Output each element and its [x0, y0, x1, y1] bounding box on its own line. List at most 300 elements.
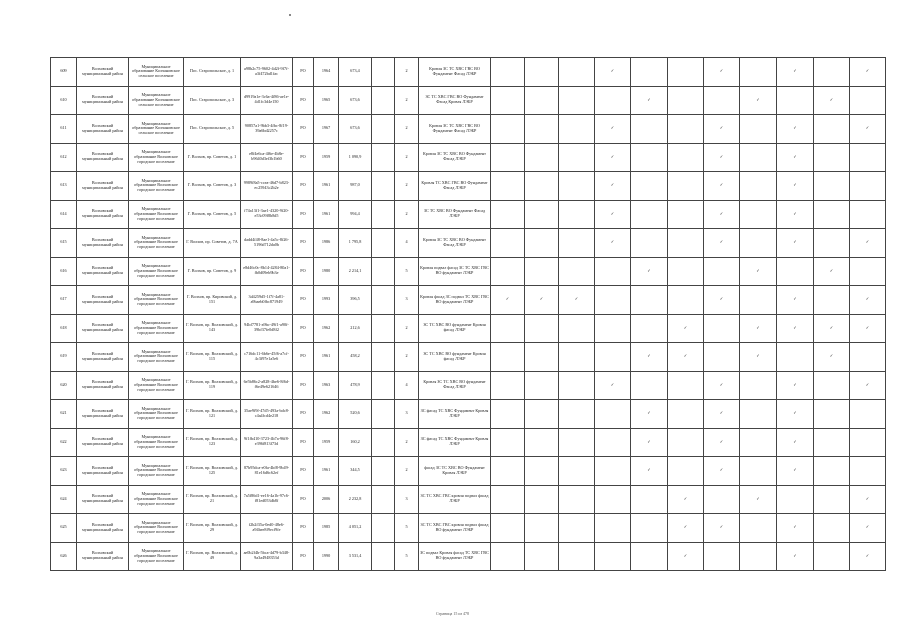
- check-mark-icon: ✓: [719, 68, 724, 74]
- check-mark-icon: ✓: [647, 438, 651, 444]
- work-check-cell: [814, 257, 850, 286]
- row-number: 625: [51, 514, 77, 543]
- work-check-cell: [777, 314, 814, 343]
- build-year-cell: 1965: [314, 86, 339, 115]
- work-check-cell: [704, 457, 740, 486]
- owner-cell: Муниципальное образование Волховское городское поселение: [129, 514, 184, 543]
- page-footer: Страница 15 из 478: [435, 611, 470, 616]
- work-check-cell: [740, 542, 777, 571]
- check-mark-icon: ✓: [610, 153, 615, 159]
- check-mark-icon: ✓: [574, 296, 579, 302]
- check-mark-icon: ✓: [865, 524, 870, 530]
- work-check-cell: [631, 514, 668, 543]
- address-cell: Г. Волхов, пр. Советов, д. 9: [184, 257, 241, 286]
- row-number: 623: [51, 457, 77, 486]
- ownership-type-cell: РО: [293, 485, 314, 514]
- owner-cell: Муниципальное образование Волховское городское поселение: [129, 457, 184, 486]
- work-check-cell: [559, 115, 595, 144]
- work-check-cell: [525, 143, 559, 172]
- build-year-cell: 1962: [314, 314, 339, 343]
- area-cell: 673,4: [339, 58, 372, 87]
- work-check-cell: [704, 115, 740, 144]
- check-mark-icon: ✓: [756, 353, 760, 359]
- owner-cell: Муниципальное образование Волховское городское поселение: [129, 172, 184, 201]
- check-mark-icon: ✓: [610, 210, 615, 216]
- work-check-cell: [668, 143, 704, 172]
- owner-cell: Муниципальное образование Волховское городское поселение: [129, 257, 184, 286]
- work-check-cell: [777, 428, 814, 457]
- work-check-cell: [777, 115, 814, 144]
- ownership-type-cell: РО: [293, 314, 314, 343]
- address-cell: Г. Волхов, пр. Волховский, д. 119: [184, 371, 241, 400]
- work-check-cell: [491, 400, 525, 429]
- work-check-cell: [559, 286, 595, 315]
- work-check-cell: [668, 485, 704, 514]
- row-number: 609: [51, 58, 77, 87]
- work-check-cell: [595, 143, 631, 172]
- work-check-cell: [525, 286, 559, 315]
- table-row: [51, 115, 886, 144]
- work-check-cell: [740, 257, 777, 286]
- check-mark-icon: ✓: [683, 495, 688, 501]
- work-check-cell: [595, 485, 631, 514]
- work-check-cell: [595, 172, 631, 201]
- work-check-cell: [704, 314, 740, 343]
- work-check-cell: [559, 200, 595, 229]
- work-check-cell: [525, 485, 559, 514]
- table-row: [51, 428, 886, 457]
- table-row: [51, 485, 886, 514]
- work-check-cell: [740, 314, 777, 343]
- work-check-cell: [595, 115, 631, 144]
- ownership-type-cell: РО: [293, 343, 314, 372]
- building-id-cell: 94bf7781-a9bc-49f1-a90f-39bf37fe0d8f2: [241, 314, 293, 343]
- district-cell: Волховский муниципальный район: [77, 286, 129, 315]
- floors-cell: 3: [395, 485, 419, 514]
- table-row: [51, 400, 886, 429]
- ownership-type-cell: РО: [293, 257, 314, 286]
- check-mark-icon: ✓: [793, 210, 797, 216]
- work-check-cell: [631, 428, 668, 457]
- row-number: 619: [51, 343, 77, 372]
- work-check-cell: [559, 143, 595, 172]
- table-row: [51, 286, 886, 315]
- owner-cell: Муниципальное образование Волховское городское поселение: [129, 485, 184, 514]
- work-check-cell: [668, 200, 704, 229]
- empty-cell: [372, 172, 395, 201]
- work-check-cell: [850, 257, 886, 286]
- work-check-cell: [491, 314, 525, 343]
- district-cell: Волховский муниципальный район: [77, 229, 129, 258]
- work-check-cell: [595, 257, 631, 286]
- floors-cell: 3: [395, 286, 419, 315]
- address-cell: Пос. Старопольское, д. 5: [184, 115, 241, 144]
- build-year-cell: 1963: [314, 371, 339, 400]
- check-mark-icon: ✓: [647, 353, 651, 359]
- work-check-cell: [491, 457, 525, 486]
- area-cell: 458,2: [339, 343, 372, 372]
- floors-cell: 4: [395, 371, 419, 400]
- row-number: 621: [51, 400, 77, 429]
- work-check-cell: [850, 400, 886, 429]
- work-check-cell: [525, 172, 559, 201]
- work-check-cell: [740, 286, 777, 315]
- ownership-type-cell: РО: [293, 286, 314, 315]
- check-mark-icon: ✓: [647, 410, 651, 416]
- work-check-cell: [850, 86, 886, 115]
- work-check-cell: [631, 58, 668, 87]
- work-check-cell: [525, 371, 559, 400]
- build-year-cell: 1961: [314, 457, 339, 486]
- work-check-cell: [525, 428, 559, 457]
- owner-cell: Муниципальное образование Волховское городское поселение: [129, 229, 184, 258]
- building-id-cell: 6e5b86c2-a828-4be6-8f6d-f6e49e621646: [241, 371, 293, 400]
- work-check-cell: [631, 143, 668, 172]
- work-check-cell: [491, 200, 525, 229]
- work-check-cell: [525, 542, 559, 571]
- check-mark-icon: ✓: [719, 296, 724, 302]
- work-check-cell: [704, 286, 740, 315]
- check-mark-icon: ✓: [829, 96, 834, 102]
- ownership-type-cell: РО: [293, 400, 314, 429]
- check-mark-icon: ✓: [539, 296, 544, 302]
- work-check-cell: [777, 514, 814, 543]
- row-number: 620: [51, 371, 77, 400]
- build-year-cell: 1962: [314, 400, 339, 429]
- address-cell: Г. Волхов, пр. Волховский, д. 115: [184, 343, 241, 372]
- area-cell: 1 090,9: [339, 143, 372, 172]
- building-id-cell: 35ae9f9f-47d5-493a-bdc8-c4a4fcd4e218: [241, 400, 293, 429]
- check-mark-icon: ✓: [865, 495, 870, 501]
- address-cell: Г. Волхов, пр. Волховский, д. 29: [184, 514, 241, 543]
- work-check-cell: [491, 58, 525, 87]
- owner-cell: Муниципальное образование Колчановское сельское поселение: [129, 58, 184, 87]
- empty-cell: [372, 514, 395, 543]
- work-check-cell: [704, 428, 740, 457]
- work-check-cell: [491, 485, 525, 514]
- address-cell: Г. Волхов, пр. Волховский, д. 49: [184, 542, 241, 571]
- work-check-cell: [704, 400, 740, 429]
- work-check-cell: [559, 371, 595, 400]
- work-check-cell: [668, 86, 704, 115]
- floors-cell: 2: [395, 457, 419, 486]
- area-cell: 1 795,8: [339, 229, 372, 258]
- check-mark-icon: ✓: [719, 524, 724, 530]
- row-number: 611: [51, 115, 77, 144]
- work-check-cell: [559, 58, 595, 87]
- check-mark-icon: ✓: [865, 68, 870, 74]
- work-check-cell: [668, 286, 704, 315]
- work-check-cell: [525, 115, 559, 144]
- check-mark-icon: ✓: [719, 467, 724, 473]
- work-check-cell: [631, 229, 668, 258]
- check-mark-icon: ✓: [719, 381, 724, 387]
- work-check-cell: [740, 229, 777, 258]
- work-check-cell: [668, 172, 704, 201]
- empty-cell: [372, 286, 395, 315]
- ownership-type-cell: РО: [293, 542, 314, 571]
- work-check-cell: [814, 286, 850, 315]
- address-cell: Г. Волхов, пр. Волховский, д. 143: [184, 314, 241, 343]
- work-check-cell: [704, 200, 740, 229]
- address-cell: Г. Волхов, пр. Волховский, д. 121: [184, 400, 241, 429]
- building-id-cell: e8d46c0c-8b14-4284-80a1-fb0d09eb9b3e: [241, 257, 293, 286]
- table-row: [51, 542, 886, 571]
- ownership-type-cell: РО: [293, 115, 314, 144]
- work-check-cell: [631, 371, 668, 400]
- floors-cell: 2: [395, 200, 419, 229]
- works-list-cell: ЗС ТС ХВС ВО фундамент Кровля фасад ЛЭБР: [419, 314, 491, 343]
- work-check-cell: [814, 457, 850, 486]
- district-cell: Волховский муниципальный район: [77, 343, 129, 372]
- work-check-cell: [559, 485, 595, 514]
- work-check-cell: [777, 86, 814, 115]
- work-check-cell: [777, 229, 814, 258]
- work-check-cell: [491, 428, 525, 457]
- work-check-cell: [777, 485, 814, 514]
- empty-cell: [372, 457, 395, 486]
- work-check-cell: [668, 514, 704, 543]
- row-number: 610: [51, 86, 77, 115]
- work-check-cell: [704, 86, 740, 115]
- building-id-cell: 90857a1-9bb3-4fbc-8f19-39a6bd2257c: [241, 115, 293, 144]
- table-row: [51, 371, 886, 400]
- works-list-cell: Кровля ЗС ТС ХВС ГВС ВО Фундамент Фасад ЛЭБР: [419, 115, 491, 144]
- row-number: 612: [51, 143, 77, 172]
- table-row: [51, 314, 886, 343]
- ownership-type-cell: РО: [293, 86, 314, 115]
- work-check-cell: [559, 542, 595, 571]
- ownership-type-cell: РО: [293, 457, 314, 486]
- work-check-cell: [631, 343, 668, 372]
- work-check-cell: [668, 257, 704, 286]
- work-check-cell: [814, 143, 850, 172]
- building-id-cell: 9989f8a5-ccea-46d7-b823-ec25943c2b2e: [241, 172, 293, 201]
- work-check-cell: [668, 314, 704, 343]
- table-row: [51, 229, 886, 258]
- work-check-cell: [595, 286, 631, 315]
- work-check-cell: [814, 229, 850, 258]
- work-check-cell: [704, 542, 740, 571]
- work-check-cell: [814, 58, 850, 87]
- address-cell: Г. Волхов, пр. Волховский, д. 125: [184, 457, 241, 486]
- owner-cell: Муниципальное образование Волховское городское поселение: [129, 286, 184, 315]
- work-check-cell: [850, 514, 886, 543]
- table-row: [51, 86, 886, 115]
- work-check-cell: [491, 371, 525, 400]
- works-list-cell: ЗС ТС ХВС ВО Фундамент Фасад ЛЭБР: [419, 200, 491, 229]
- build-year-cell: 1961: [314, 343, 339, 372]
- work-check-cell: [668, 229, 704, 258]
- build-year-cell: 1990: [314, 542, 339, 571]
- work-check-cell: [631, 457, 668, 486]
- check-mark-icon: ✓: [647, 96, 651, 102]
- work-check-cell: [814, 86, 850, 115]
- address-cell: Г. Волхов, пр. Советов, д. 1: [184, 143, 241, 172]
- owner-cell: Муниципальное образование Волховское городское поселение: [129, 371, 184, 400]
- scan-speck: [289, 14, 291, 16]
- row-number: 626: [51, 542, 77, 571]
- floors-cell: 2: [395, 428, 419, 457]
- works-list-cell: фасад ЗС ТС ХВС ВО Фундамент Кровля ЛЭБР: [419, 457, 491, 486]
- check-mark-icon: ✓: [865, 296, 870, 302]
- work-check-cell: [814, 343, 850, 372]
- owner-cell: Муниципальное образование Волховское городское поселение: [129, 314, 184, 343]
- work-check-cell: [704, 257, 740, 286]
- work-check-cell: [777, 172, 814, 201]
- work-check-cell: [850, 371, 886, 400]
- works-list-cell: Кровля фасад ЗС подвал ТС ХВС ГВС ВО фундамент ЛЭБР: [419, 286, 491, 315]
- work-check-cell: [525, 457, 559, 486]
- owner-cell: Муниципальное образование Волховское городское поселение: [129, 143, 184, 172]
- check-mark-icon: ✓: [793, 324, 797, 330]
- check-mark-icon: ✓: [719, 438, 724, 444]
- address-cell: Г. Волхов, пр. Волховский, д. 21: [184, 485, 241, 514]
- work-check-cell: [740, 343, 777, 372]
- build-year-cell: 1961: [314, 172, 339, 201]
- work-check-cell: [740, 115, 777, 144]
- check-mark-icon: ✓: [865, 239, 870, 245]
- table-row: [51, 514, 886, 543]
- build-year-cell: 1964: [314, 58, 339, 87]
- work-check-cell: [559, 428, 595, 457]
- area-cell: 987,0: [339, 172, 372, 201]
- works-list-cell: ЗС подвал Кровля фасад ТС ХВС ГВС ВО фундамент ЛЭБР: [419, 542, 491, 571]
- work-check-cell: [559, 257, 595, 286]
- work-check-cell: [525, 86, 559, 115]
- work-check-cell: [595, 400, 631, 429]
- empty-cell: [372, 314, 395, 343]
- work-check-cell: [777, 58, 814, 87]
- work-check-cell: [631, 86, 668, 115]
- work-check-cell: [668, 115, 704, 144]
- district-cell: Волховский муниципальный район: [77, 86, 129, 115]
- work-check-cell: [777, 143, 814, 172]
- work-check-cell: [814, 200, 850, 229]
- empty-cell: [372, 428, 395, 457]
- work-check-cell: [814, 542, 850, 571]
- work-check-cell: [631, 200, 668, 229]
- check-mark-icon: ✓: [865, 125, 870, 131]
- check-mark-icon: ✓: [683, 552, 688, 558]
- work-check-cell: [850, 457, 886, 486]
- works-list-cell: ЗС ТС ХВС ГВС ВО Фундамент Фасад Кровля ЛЭБР: [419, 86, 491, 115]
- building-id-cell: a98b2c75-9602-4d2f-9f7f-a3f472bd1fac: [241, 58, 293, 87]
- check-mark-icon: ✓: [829, 353, 834, 359]
- works-list-cell: Кровля ТС ХВС ГВС ВО Фундамент Фасад ЛЭБР: [419, 172, 491, 201]
- work-check-cell: [740, 200, 777, 229]
- work-check-cell: [595, 314, 631, 343]
- build-year-cell: 1985: [314, 514, 339, 543]
- owner-cell: Муниципальное образование Волховское городское поселение: [129, 400, 184, 429]
- work-check-cell: [740, 514, 777, 543]
- work-check-cell: [491, 343, 525, 372]
- row-number: 615: [51, 229, 77, 258]
- work-check-cell: [525, 257, 559, 286]
- area-cell: 3 531,4: [339, 542, 372, 571]
- work-check-cell: [559, 514, 595, 543]
- check-mark-icon: ✓: [829, 324, 834, 330]
- work-check-cell: [704, 143, 740, 172]
- floors-cell: 5: [395, 542, 419, 571]
- works-list-cell: Кровля ЗС ТС ХВС ВО Фундамент Фасад ЛЭБР: [419, 229, 491, 258]
- building-id-cell: e8f4e6ca-4f6e-4b8e-b9640d3ef3b1b60: [241, 143, 293, 172]
- building-id-cell: dadd4f48-8ae1-4a5c-8f26-5196d712da0b: [241, 229, 293, 258]
- owner-cell: Муниципальное образование Волховское городское поселение: [129, 343, 184, 372]
- work-check-cell: [740, 485, 777, 514]
- building-id-cell: 7a5f86d1-ee16-4a1b-97c6-f81ed053db8f: [241, 485, 293, 514]
- check-mark-icon: ✓: [793, 410, 797, 416]
- empty-cell: [372, 343, 395, 372]
- work-check-cell: [850, 314, 886, 343]
- build-year-cell: 1967: [314, 115, 339, 144]
- work-check-cell: [525, 200, 559, 229]
- work-check-cell: [491, 86, 525, 115]
- empty-cell: [372, 58, 395, 87]
- work-check-cell: [525, 314, 559, 343]
- work-check-cell: [491, 514, 525, 543]
- work-check-cell: [740, 400, 777, 429]
- district-cell: Волховский муниципальный район: [77, 542, 129, 571]
- work-check-cell: [814, 514, 850, 543]
- empty-cell: [372, 200, 395, 229]
- district-cell: Волховский муниципальный район: [77, 314, 129, 343]
- empty-cell: [372, 400, 395, 429]
- area-cell: 4 051,2: [339, 514, 372, 543]
- floors-cell: 5: [395, 257, 419, 286]
- build-year-cell: 1959: [314, 143, 339, 172]
- floors-cell: 4: [395, 229, 419, 258]
- work-check-cell: [850, 58, 886, 87]
- table-row: [51, 143, 886, 172]
- check-mark-icon: ✓: [793, 182, 797, 188]
- works-list-cell: ЗС ТС ХВС ВО фундамент Кровля фасад ЛЭБР: [419, 343, 491, 372]
- work-check-cell: [814, 485, 850, 514]
- work-check-cell: [559, 86, 595, 115]
- table-row: [51, 200, 886, 229]
- work-check-cell: [777, 343, 814, 372]
- row-number: 618: [51, 314, 77, 343]
- work-check-cell: [595, 200, 631, 229]
- address-cell: Г. Волхов, пр. Советов, д. 5: [184, 200, 241, 229]
- work-check-cell: [850, 172, 886, 201]
- area-cell: 478,9: [339, 371, 372, 400]
- building-id-cell: 9f1fb410-3723-4b7a-96f8-e396f813f73d: [241, 428, 293, 457]
- owner-cell: Муниципальное образование Волховское городское поселение: [129, 428, 184, 457]
- work-check-cell: [668, 400, 704, 429]
- work-check-cell: [668, 428, 704, 457]
- address-cell: Г. Волхов, пр. Волховский, д. 123: [184, 428, 241, 457]
- work-check-cell: [850, 343, 886, 372]
- address-cell: Г. Волхов, пр. Кировский, д. 151: [184, 286, 241, 315]
- work-check-cell: [814, 172, 850, 201]
- work-check-cell: [668, 343, 704, 372]
- work-check-cell: [850, 229, 886, 258]
- work-check-cell: [740, 58, 777, 87]
- building-id-cell: f2b2f35a-0ed0-48e6-a94bee8f9ecf9fe: [241, 514, 293, 543]
- work-check-cell: [668, 542, 704, 571]
- ownership-type-cell: РО: [293, 172, 314, 201]
- check-mark-icon: ✓: [719, 125, 724, 131]
- building-id-cell: f74a13f1-3ae1-4320-9f20-e53c09f8b8d5: [241, 200, 293, 229]
- work-check-cell: [559, 400, 595, 429]
- work-check-cell: [631, 400, 668, 429]
- register-rows: [51, 58, 886, 571]
- check-mark-icon: ✓: [610, 381, 615, 387]
- work-check-cell: [491, 115, 525, 144]
- work-check-cell: [559, 314, 595, 343]
- row-number: 613: [51, 172, 77, 201]
